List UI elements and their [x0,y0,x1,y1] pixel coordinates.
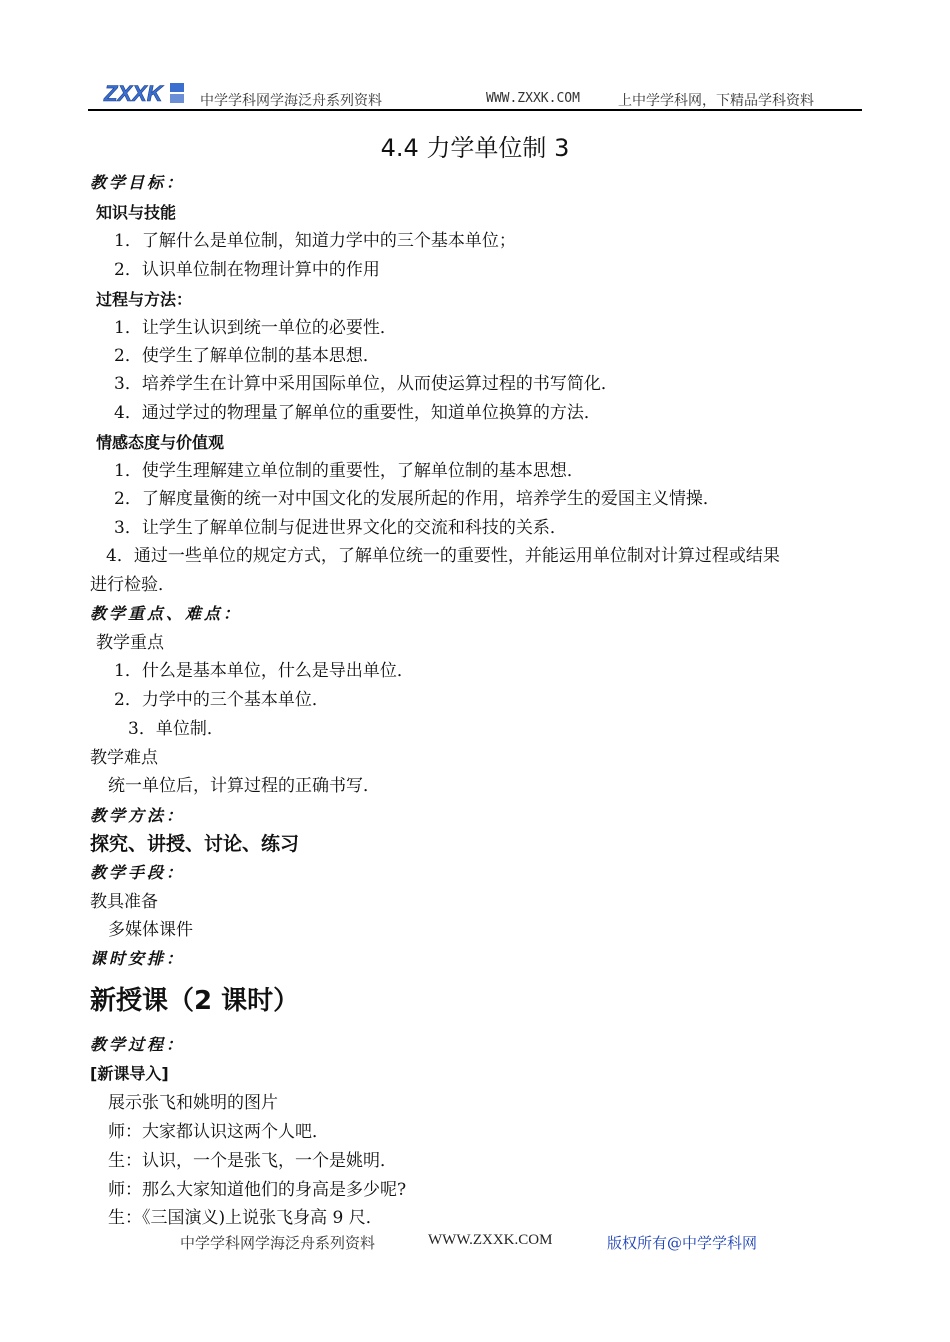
heading-intro: [新课导入] [90,1064,169,1083]
em-item-2: 2．了解度量衡的统一对中国文化的发展所起的作用，培养学生的爱国主义情操． [114,489,720,509]
section-process: 教学过程： [90,1035,186,1054]
pm-item-1: 1．让学生认识到统一单位的必要性． [114,318,397,338]
pm-item-3: 3．培养学生在计算中采用国际单位，从而使运算过程的书写简化． [114,374,618,394]
new-lesson-heading [90,985,299,1017]
difficult-item-1: 统一单位后，计算过程的正确书写． [108,776,380,796]
zxxk-logo [102,80,186,106]
means-item-1: 教具准备 [90,892,158,912]
header-url: WWW.ZXXK.COM [486,91,580,106]
header-left-text: 中学学科网学海泛舟系列资料 [200,93,382,109]
page-title: 4.4 力学单位制 3 [380,134,570,162]
key-item-2: 2．力学中的三个基本单位． [114,690,329,710]
method-text: 探究、讲授、讨论、练习 [90,833,300,855]
means-item-2: 多媒体课件 [108,920,193,940]
em-item-3: 3．让学生了解单位制与促进世界文化的交流和科技的关系． [114,518,567,538]
em-item-1: 1．使学生理解建立单位制的重要性，了解单位制的基本思想． [114,461,584,481]
ks-item-1: 1．了解什么是单位制，知道力学中的三个基本单位； [114,231,516,251]
pm-item-2: 2．使学生了解单位制的基本思想． [114,346,380,366]
heading-process-method: 过程与方法： [96,290,193,309]
section-method: 教学方法： [90,806,186,825]
page-footer [0,1232,950,1252]
footer-left-text: 中学学科网学海泛舟系列资料 [180,1234,376,1252]
process-line-5: 生：《三国演义)上说张飞身高 9 尺． [108,1208,383,1228]
footer-copyright-link[interactable]: 版权所有@中学学科网 [607,1234,758,1252]
section-key-difficult: 教学重点、难点： [90,604,243,623]
key-item-3: 3．单位制． [128,719,224,739]
header-rule [88,109,862,111]
key-item-1: 1．什么是基本单位，什么是导出单位． [114,661,414,681]
footer-url: WWW.ZXXK.COM [428,1232,553,1248]
heading-knowledge-skill: 知识与技能 [96,203,177,222]
process-line-1: 展示张飞和姚明的图片 [108,1093,278,1113]
heading-key-points: 教学重点 [96,633,164,653]
em-item-4-line-1: 4．通过一些单位的规定方式，了解单位统一的重要性，并能运用单位制对计算过程或结果 [106,546,780,566]
em-item-4-line-2: 进行检验． [90,575,175,595]
process-line-4: 师：那么大家知道他们的身高是多少呢? [108,1180,407,1200]
section-schedule: 课时安排： [90,949,186,968]
pm-item-4: 4．通过学过的物理量了解单位的重要性，知道单位换算的方法． [114,403,601,423]
ks-item-2: 2．认识单位制在物理计算中的作用 [114,260,380,280]
heading-emotion: 情感态度与价值观 [96,433,225,452]
new-lesson-text: 新授课（2 课时） [90,986,300,1016]
heading-difficult-points: 教学难点 [90,748,158,768]
section-objectives: 教学目标： [90,173,186,192]
process-line-3: 生：认识，一个是张飞，一个是姚明． [108,1151,397,1171]
svg-text:ZXXK: ZXXK [104,81,163,106]
page-header [88,78,862,110]
header-right-text: 上中学学科网，下精品学科资料 [618,93,814,109]
process-line-2: 师：大家都认识这两个人吧． [108,1122,329,1142]
section-means: 教学手段： [90,863,186,882]
